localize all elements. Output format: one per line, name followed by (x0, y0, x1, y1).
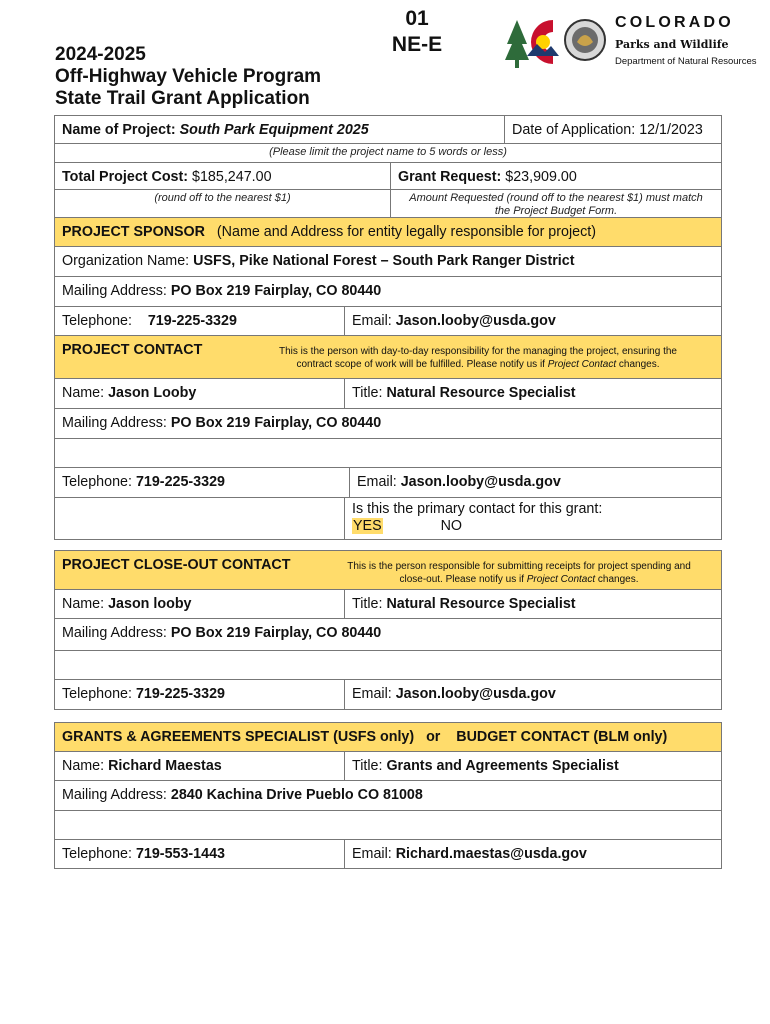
organization-value: USFS, Pike National Forest – South Park Ranger District (193, 253, 575, 269)
logo-dept-text: Department of Natural Resources (615, 56, 757, 67)
sponsor-heading: PROJECT SPONSOR (62, 224, 205, 240)
total-cost-field[interactable]: Total Project Cost: $185,247.00 (62, 169, 272, 185)
grants-mailing-value: 2840 Kachina Drive Pueblo CO 81008 (170, 787, 423, 803)
grants-telephone-value: 719-553-1443 (135, 846, 225, 862)
colorado-c-logo-icon (505, 12, 610, 72)
contact-heading: PROJECT CONTACT (62, 342, 203, 358)
logo-colorado-text: COLORADO (615, 14, 734, 31)
primary-contact-question: Is this the primary contact for this grant: YES NO (344, 498, 721, 539)
grants-name-row (54, 752, 722, 781)
grants-tel-row (54, 840, 722, 869)
title-year: 2024-2025 (55, 44, 146, 65)
closeout-title-field[interactable]: Title: Natural Resource Specialist (344, 590, 721, 618)
grants-header (54, 722, 722, 752)
grant-form (54, 115, 722, 869)
primary-no-option[interactable]: NO (440, 518, 463, 534)
total-cost-value: $185,247.00 (192, 169, 272, 185)
project-name-note: (Please limit the project name to 5 words or less) (269, 146, 507, 158)
contact-mailing-field[interactable]: Mailing Address: PO Box 219 Fairplay, CO 80440 (62, 415, 382, 431)
primary-yes-option[interactable]: YES (353, 518, 382, 534)
closeout-mailing-line2-field[interactable] (55, 651, 721, 679)
contact-primary-row (54, 498, 722, 540)
sponsor-desc: (Name and Address for entity legally responsible for project) (216, 224, 596, 240)
page-title (55, 44, 385, 110)
code-number: 01 (405, 7, 429, 30)
project-name-row (54, 115, 722, 144)
contact-telephone-field[interactable]: Telephone: 719-225-3329 (62, 474, 225, 490)
grants-heading: GRANTS & AGREEMENTS SPECIALIST (USFS only) or BUDGET CONTACT (BLM only) (62, 729, 668, 745)
contact-title-field[interactable]: Title: Natural Resource Specialist (344, 379, 721, 408)
code-region: NE-E (391, 33, 443, 56)
date-value: 12/1/2023 (639, 122, 703, 138)
contact-telephone-value: 719-225-3329 (135, 474, 225, 490)
closeout-name-field[interactable]: Name: Jason looby (62, 596, 192, 612)
cost-note: (round off to the nearest $1) (154, 192, 291, 204)
sponsor-header (54, 218, 722, 247)
closeout-header (54, 550, 722, 590)
closeout-blank-row (54, 651, 722, 680)
closeout-desc: This is the person responsible for submitting receipts for project spending and close-out. Please notify us if Project Contact changes. (347, 561, 691, 585)
sponsor-org-row (54, 247, 722, 277)
contact-mailing-line2-field[interactable] (55, 439, 721, 467)
closeout-mail-row (54, 619, 722, 651)
grants-mailing-field[interactable]: Mailing Address: 2840 Kachina Drive Pueblo CO 81008 (62, 787, 423, 803)
closeout-heading: PROJECT CLOSE-OUT CONTACT (62, 557, 291, 573)
project-name-value: South Park Equipment 2025 (179, 122, 369, 138)
grants-email-value: Richard.maestas@usda.gov (395, 846, 587, 862)
contact-email-value: Jason.looby@usda.gov (400, 474, 561, 490)
grants-mailing-line2-field[interactable] (55, 811, 721, 839)
contact-mailing-value: PO Box 219 Fairplay, CO 80440 (170, 415, 382, 431)
contact-mail-row (54, 409, 722, 439)
contact-header (54, 336, 722, 379)
contact-email-field[interactable]: Email: Jason.looby@usda.gov (349, 468, 721, 497)
sponsor-mail-row (54, 277, 722, 307)
contact-name-field[interactable]: Name: Jason Looby (62, 385, 197, 401)
grants-name-field[interactable]: Name: Richard Maestas (62, 758, 222, 774)
date-of-application-field[interactable]: Date of Application: 12/1/2023 (504, 116, 721, 143)
sponsor-mailing-field[interactable]: Mailing Address: PO Box 219 Fairplay, CO 80440 (62, 283, 382, 299)
grants-title-field[interactable]: Title: Grants and Agreements Specialist (344, 752, 721, 780)
title-application: State Trail Grant Application (55, 88, 310, 109)
closeout-tel-row (54, 680, 722, 710)
title-program: Off-Highway Vehicle Program (55, 66, 322, 87)
logo-parks-text: Parks and Wildlife (615, 38, 729, 51)
cpw-logo (505, 12, 755, 72)
cost-row (54, 163, 722, 190)
sponsor-email-value: Jason.looby@usda.gov (395, 313, 556, 329)
contact-title-value: Natural Resource Specialist (386, 385, 576, 401)
closeout-telephone-field[interactable]: Telephone: 719-225-3329 (62, 686, 225, 702)
project-name-field[interactable]: Name of Project: South Park Equipment 2025 (62, 122, 369, 138)
contact-blank-row (54, 439, 722, 468)
sponsor-mailing-value: PO Box 219 Fairplay, CO 80440 (170, 283, 382, 299)
grants-telephone-field[interactable]: Telephone: 719-553-1443 (62, 846, 225, 862)
closeout-email-value: Jason.looby@usda.gov (395, 686, 556, 702)
contact-desc: This is the person with day-to-day responsibility for the managing the project, ensuring the contract scope of work will be fulfilled. Please notify us if Project Contact changes. (279, 346, 677, 370)
closeout-email-field[interactable]: Email: Jason.looby@usda.gov (344, 680, 721, 709)
grants-email-field[interactable]: Email: Richard.maestas@usda.gov (344, 840, 721, 868)
sponsor-tel-row (54, 307, 722, 336)
grant-request-value: $23,909.00 (505, 169, 577, 185)
closeout-name-value: Jason looby (108, 596, 192, 612)
contact-tel-row (54, 468, 722, 498)
grants-title-value: Grants and Agreements Specialist (386, 758, 619, 774)
grants-name-value: Richard Maestas (108, 758, 222, 774)
grant-note: Amount Requested (round off to the nearest $1) must match the Project Budget Form. (390, 190, 721, 217)
contact-name-row (54, 379, 722, 409)
contact-name-value: Jason Looby (108, 385, 197, 401)
closeout-name-row (54, 590, 722, 619)
grant-request-field[interactable]: Grant Request: $23,909.00 (390, 163, 721, 189)
closeout-telephone-value: 719-225-3329 (135, 686, 225, 702)
sponsor-telephone-value: 719-225-3329 (147, 313, 237, 329)
cost-note-row (54, 190, 722, 218)
application-code (372, 6, 462, 58)
sponsor-email-field[interactable]: Email: Jason.looby@usda.gov (344, 307, 721, 335)
closeout-title-value: Natural Resource Specialist (386, 596, 576, 612)
closeout-mailing-value: PO Box 219 Fairplay, CO 80440 (170, 625, 382, 641)
closeout-mailing-field[interactable]: Mailing Address: PO Box 219 Fairplay, CO 80440 (62, 625, 382, 641)
grants-blank-row (54, 811, 722, 840)
sponsor-telephone-field[interactable]: Telephone: 719-225-3329 (62, 313, 237, 329)
project-name-note-row (54, 144, 722, 163)
organization-field[interactable]: Organization Name: USFS, Pike National Forest – South Park Ranger District (62, 253, 575, 269)
grants-mail-row (54, 781, 722, 811)
